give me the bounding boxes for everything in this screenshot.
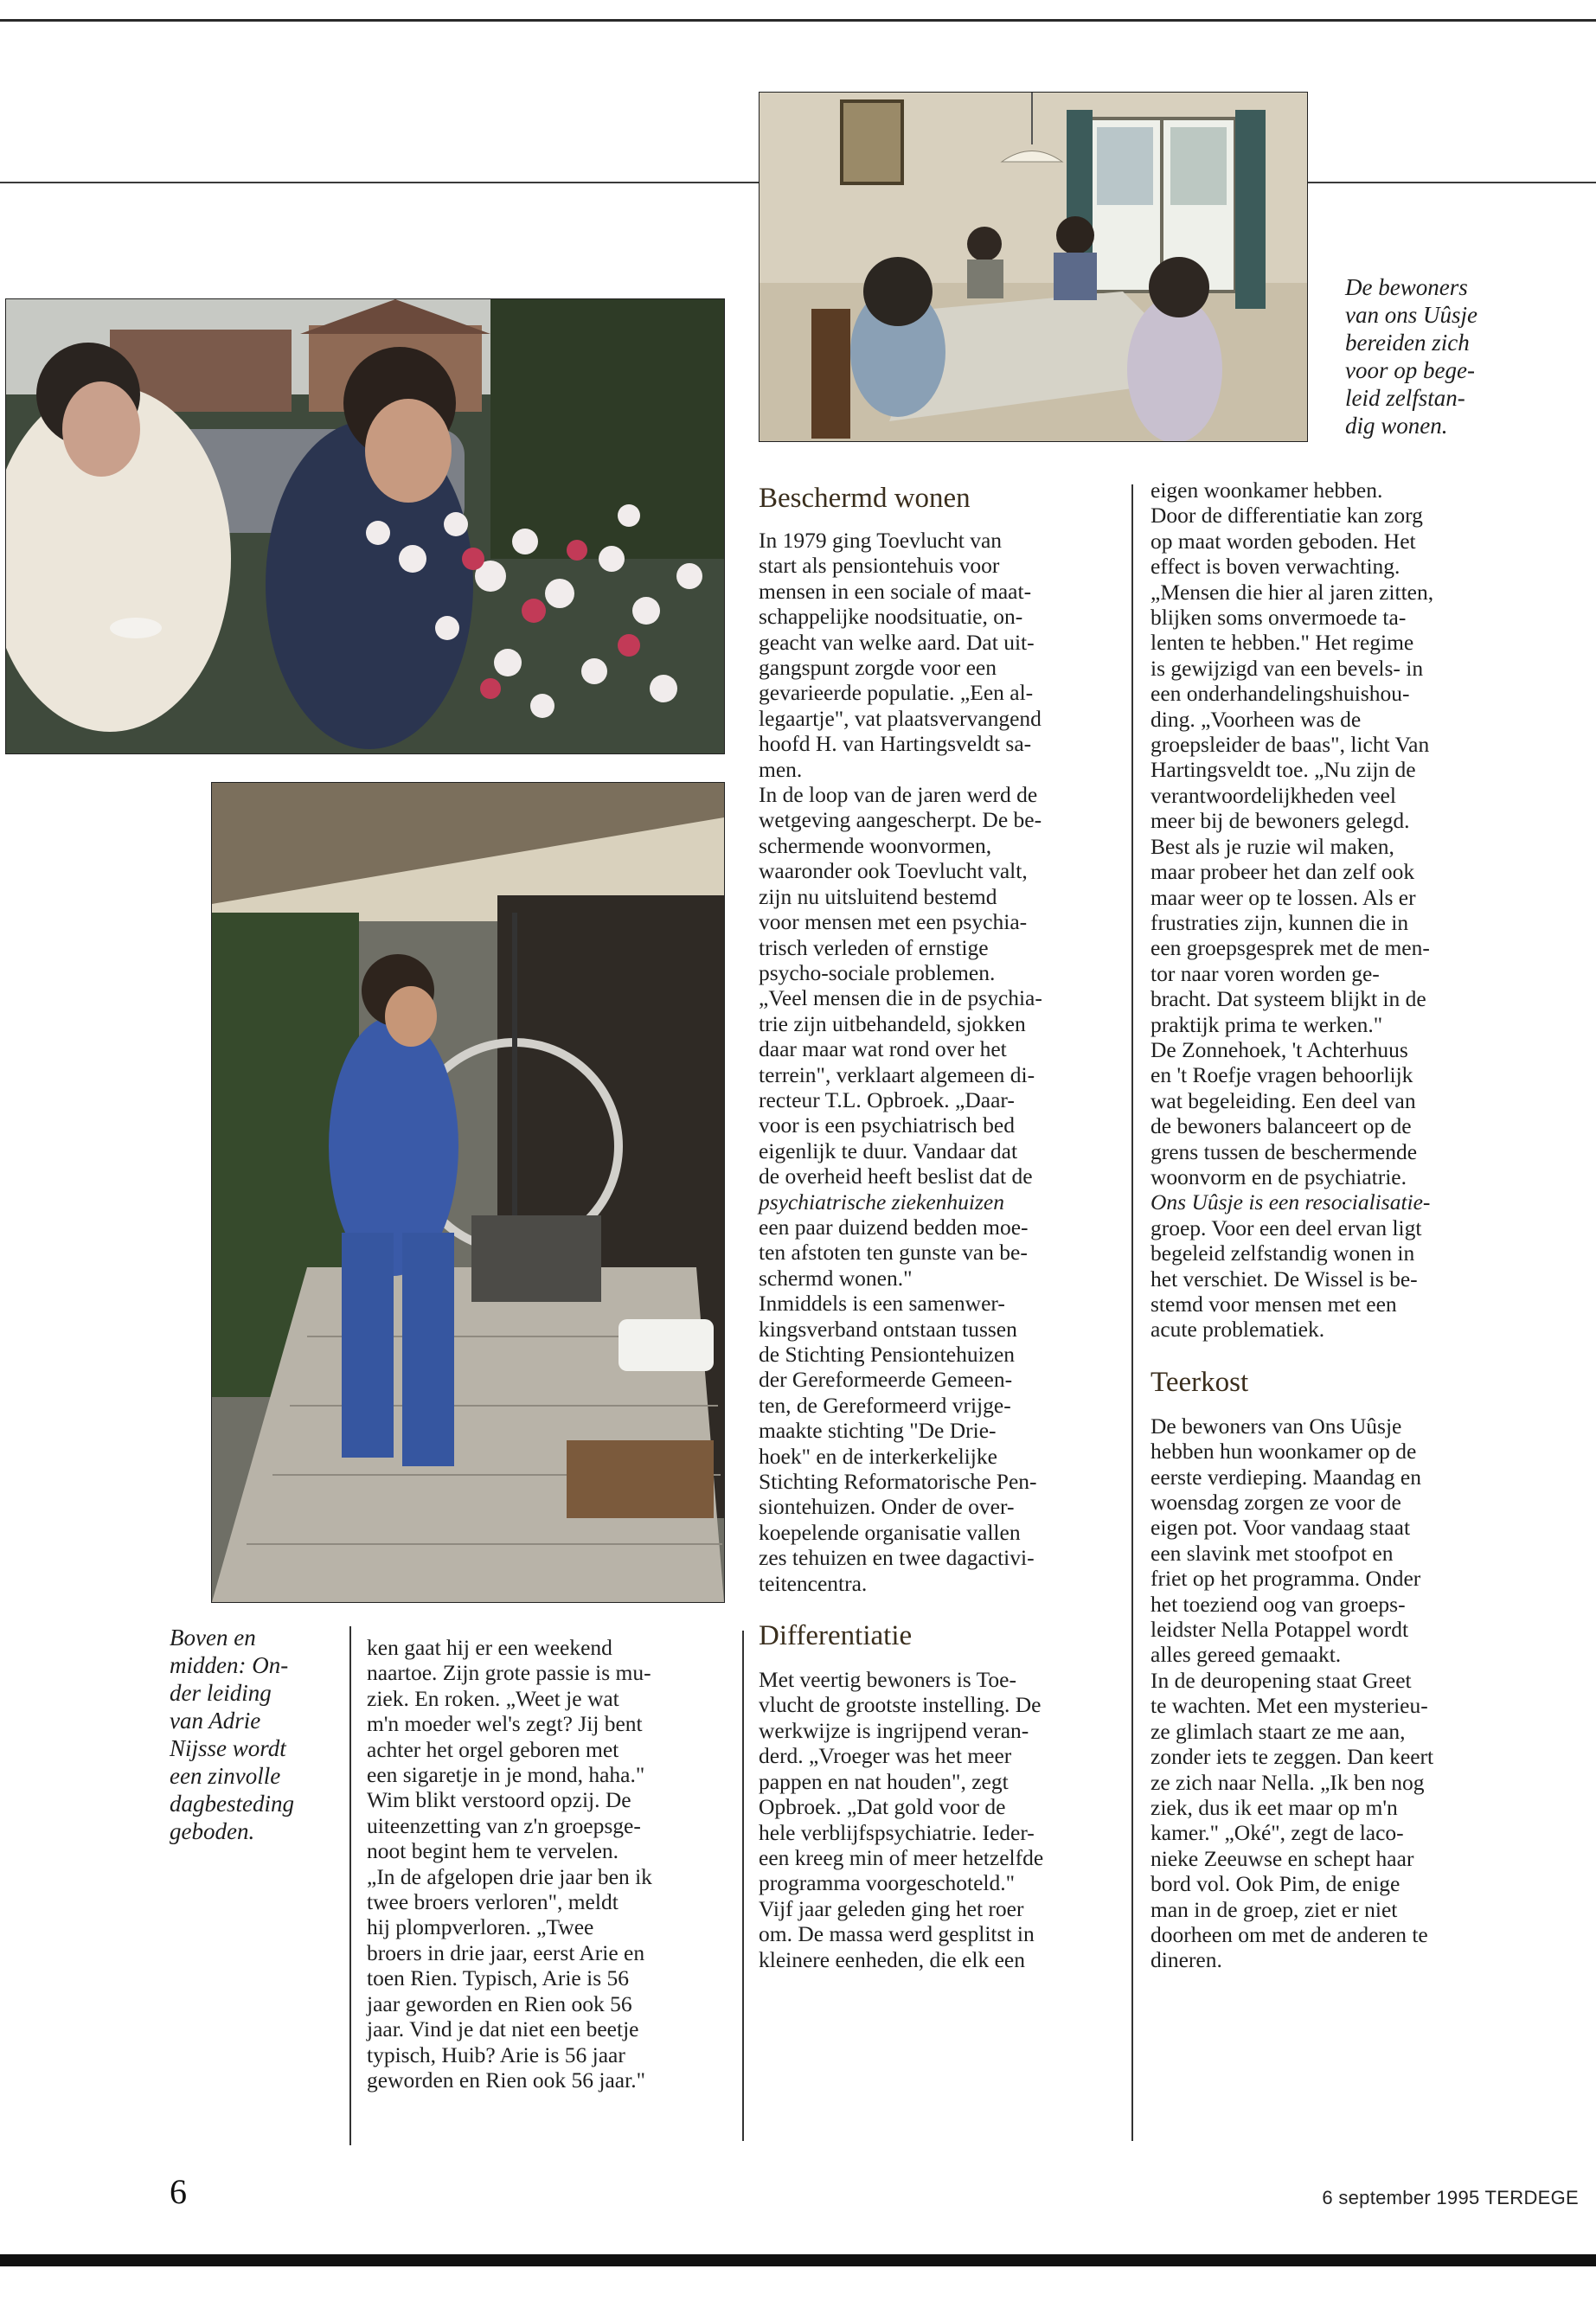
page-footer: 6 september 1995 TERDEGE — [1322, 2187, 1579, 2208]
text-run: In de loop van de jaren werd de wetgeving aangescherpt. De be- schermende woonvormen, waaronder ook Toevlucht valt, zijn nu uitsluitend bestemd voor mensen met een psychia- trisch verleden of ernstige psycho-sociale problemen. „Veel mensen die in de psychia- trie zijn uitbehandeld, sjokken daar maar wat rond over het terrein", verklaart algemeen di- recteur T.L. Opbroek. „Daar- voor is een psychiatrisch bed eigenlijk te duur. Vandaar dat de overheid heeft beslist dat de — [759, 782, 1042, 1189]
subheading-differentiatie: Differentiatie — [759, 1620, 913, 1652]
paragraph: In 1979 ging Toevlucht van start als pensiontehuis voor mensen in een sociale of maat- schappelijke noodsituatie, on- geacht van welke aard. Dat uit- gangspunt zorgde voor een gevarieerde populatie. „Een al- legaartje", vat plaatsvervangend hoofd H. van Hartingsveldt sa- men. — [759, 528, 1042, 782]
caption-left: Boven en midden: On- der leiding van Adrie Nijsse wordt een zinvolle dagbesteding geboden. — [170, 1625, 294, 1844]
top-rule — [0, 19, 1596, 22]
paragraph: De bewoners van Ons Uûsje hebben hun woonkamer op de eerste verdieping. Maandag en woensdag zorgen ze voor de eigen pot. Voor vandaag staat een slavink met stoofpot en friet op het programma. Onder het toeziend oog van groeps- leidster Nella Potappel wordt alles gereed gemaakt. — [1151, 1413, 1421, 1668]
paragraph — [1151, 1037, 1531, 1343]
kitchen-photo — [759, 92, 1308, 442]
italic-text: Ons Uûsje is een resocialisatie- — [1151, 1189, 1431, 1215]
column-divider — [1131, 484, 1133, 2141]
article-column-2 — [759, 481, 1122, 1972]
article-column-1 — [367, 1635, 730, 2093]
caption-top-right: De bewoners van ons Uûsje bereiden zich voor op bege- leid zelfstan- dig wonen. — [1345, 274, 1477, 439]
text-run: De Zonnehoek, 't Achterhuus en 't Roefje vragen behoorlijk wat begeleiding. Een deel van de bewoners balanceert op de grens tussen de beschermende woonvorm en de psychiatrie. — [1151, 1036, 1418, 1189]
paragraph: Met veertig bewoners is Toe- vlucht de grootste instelling. De werkwijze is ingrijpend veran- derd. „Vroeger was het meer pappen en nat houden", zegt Opbroek. „Dat gold voor de hele verblijfspsychiatrie. Ieder- een kreeg min of meer hetzelfde programma voorgeschoteld." Vijf jaar geleden ging het roer om. De massa werd gesplitst in kleinere eenheden, die elk een — [759, 1667, 1044, 1972]
subheading-beschermd-wonen: Beschermd wonen — [759, 483, 971, 514]
text-run: groep. Voor een deel ervan ligt begeleid zelfstandig wonen in het verschiet. De Wissel is be- stemd voor mensen met een acute problematiek. — [1151, 1215, 1422, 1343]
paragraph — [759, 782, 1122, 1291]
bottom-rule — [0, 2254, 1596, 2266]
column-divider — [349, 1626, 351, 2145]
bicycle-photo — [211, 782, 725, 1603]
subheading-teerkost: Teerkost — [1151, 1366, 1249, 1398]
paragraph: eigen woonkamer hebben. Door de differentiatie kan zorg op maat worden geboden. Het effect is boven verwachting. „Mensen die hier al jaren zitten, blijken soms onvermoede ta- lenten te hebben." Het regime is gewijzigd van een bevels- in een onderhandelingshuishou- ding. „Voorheen was de groepsleider de baas", licht Van Hartingsveldt toe. „Nu zijn de verantwoordelijkheden veel meer bij de bewoners gelegd. Best als je ruzie wil maken, maar probeer het dan zelf ook maar weer op te lossen. Als er frustraties zijn, kunnen die in een groepsgesprek met de men- tor naar voren worden ge- bracht. Dat systeem blijkt in de praktijk prima te werken." — [1151, 478, 1434, 1037]
header-rule-right — [1306, 182, 1596, 183]
paragraph: In de deuropening staat Greet te wachten. Met een mysterieu- ze glimlach staart ze me aan, zonder iets te zeggen. Dan keert ze zich naar Nella. „Ik ben nog ziek, dus ik eet maar op m'n kamer." „Oké", zegt de laco- nieke Zeeuwse en schept haar bord vol. Ook Pim, de enige man in de groep, ziet er niet doorheen om met de anderen te dineren. — [1151, 1667, 1434, 1973]
header-rule-left — [0, 182, 759, 183]
garden-photo — [5, 298, 725, 754]
column-divider — [742, 1631, 744, 2141]
paragraph: Inmiddels is een samenwer- kingsverband ontstaan tussen de Stichting Pensiontehuizen der Gereformeerde Gemeen- ten, de Gereformeerd vrijge- maakte stichting "De Drie- hoek" en de interkerkelijke Stichting Reformatorische Pen- siontehuizen. Onder de over- koepelende organisatie vallen zes tehuizen en twee dagactivi- teitencentra. — [759, 1291, 1037, 1596]
article-column-3 — [1151, 478, 1531, 1973]
italic-text: psychiatrische ziekenhuizen — [759, 1189, 1004, 1215]
paragraph: ken gaat hij er een weekend naartoe. Zijn grote passie is mu- ziek. En roken. „Weet je wat m'n moeder wel's zegt? Jij bent achter het orgel geboren met een sigaretje in je mond, haha." Wim blikt verstoord opzij. De uiteenzetting van z'n groepsge- noot begint hem te vervelen. „In de afgelopen drie jaar ben ik twee broers verloren", meldt hij plompverloren. „Twee broers in drie jaar, eerst Arie en toen Rien. Typisch, Arie is 56 jaar geworden en Rien ook 56 jaar. Vind je dat niet een beetje typisch, Huib? Arie is 56 jaar geworden en Rien ook 56 jaar." — [367, 1635, 652, 2093]
text-run: een paar duizend bedden moe- ten afstoten ten gunste van be- schermd wonen." — [759, 1214, 1029, 1291]
page-number: 6 — [170, 2172, 187, 2211]
